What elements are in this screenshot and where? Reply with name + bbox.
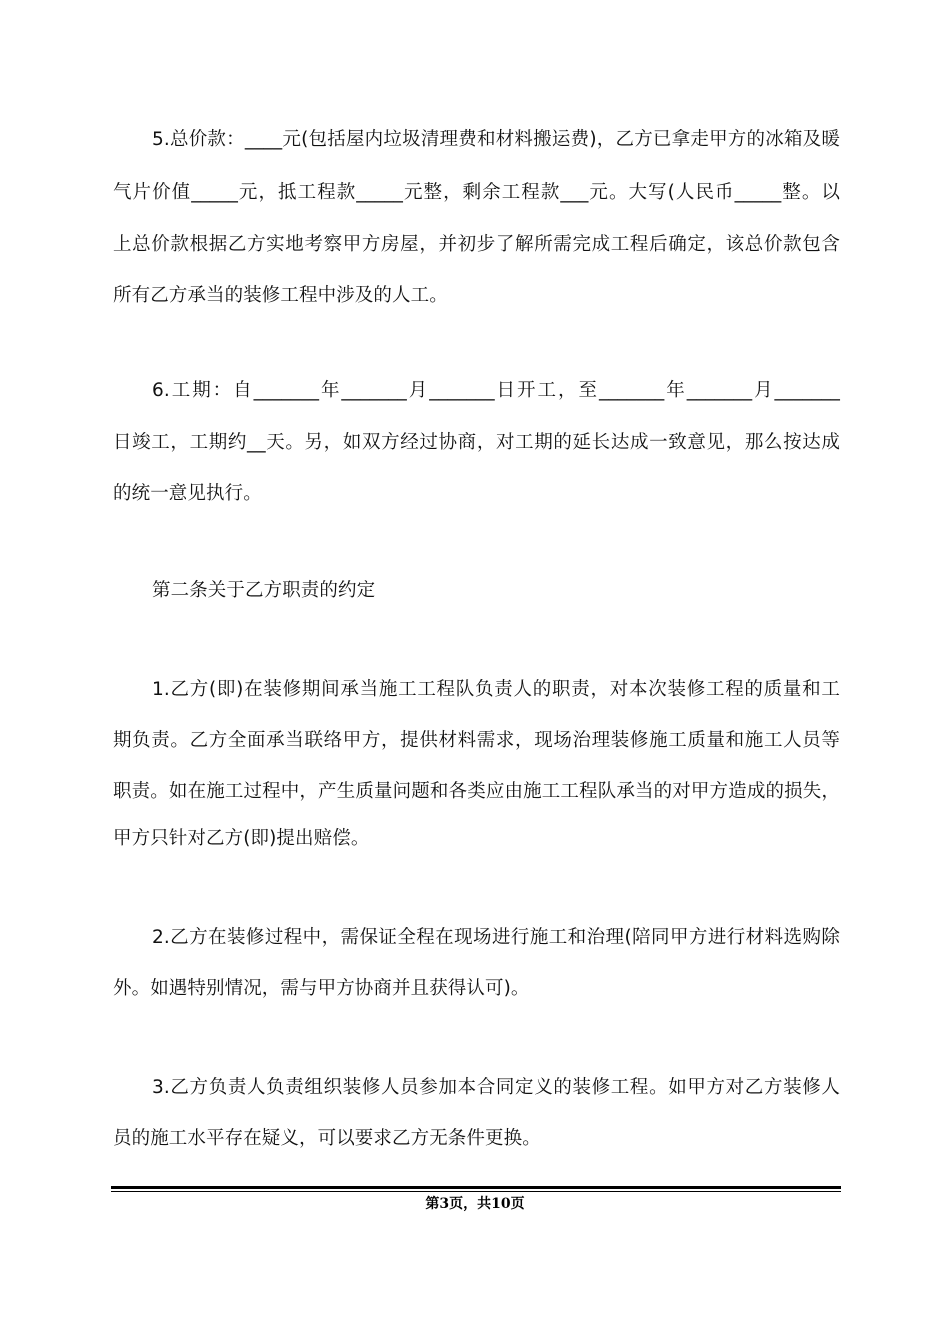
clause-5-line-2: 气片价值_____元，抵工程款_____元整，剩余工程款___元。大写(人民币_____整。以 (113, 182, 840, 203)
item-1-line-2: 期负责。乙方全面承当联络甲方，提供材料需求，现场治理装修施工质量和施工人员等 (113, 730, 840, 751)
item-3-line-1: 3.乙方负责人负责组织装修人员参加本合同定义的装修工程。如甲方对乙方装修人 (152, 1077, 840, 1098)
footer-rule-thin (111, 1191, 841, 1192)
item-2-line-1: 2.乙方在装修过程中，需保证全程在现场进行施工和治理(陪同甲方进行材料选购除 (152, 927, 840, 948)
clause-6-line-2: 日竣工，工期约__天。另，如双方经过协商，对工期的延长达成一致意见，那么按达成 (113, 432, 840, 453)
page-number: 第3页，共10页 (425, 1196, 525, 1212)
item-2-line-2: 外。如遇特别情况，需与甲方协商并且获得认可)。 (113, 978, 530, 999)
clause-5-line-3: 上总价款根据乙方实地考察甲方房屋，并初步了解所需完成工程后确定，该总价款包含 (113, 234, 840, 255)
item-3-line-2: 员的施工水平存在疑义，可以要求乙方无条件更换。 (113, 1128, 541, 1149)
section-heading: 第二条关于乙方职责的约定 (152, 580, 376, 601)
clause-6-line-3: 的统一意见执行。 (113, 483, 262, 504)
clause-5-line-1: 5.总价款：____元(包括屋内垃圾清理费和材料搬运费)，乙方已拿走甲方的冰箱及暖 (152, 129, 840, 150)
footer-rule-thick (111, 1186, 841, 1189)
clause-6-line-1: 6.工期：自_______年_______月_______日开工，至_______年_______月_______ (152, 380, 840, 401)
item-1-line-1: 1.乙方(即)在装修期间承当施工工程队负责人的职责，对本次装修工程的质量和工 (152, 679, 840, 700)
item-1-line-4: 甲方只针对乙方(即)提出赔偿。 (113, 828, 370, 849)
clause-5-line-4: 所有乙方承当的装修工程中涉及的人工。 (113, 285, 448, 306)
item-1-line-3: 职责。如在施工过程中，产生质量问题和各类应由施工工程队承当的对甲方造成的损失， (113, 781, 840, 802)
